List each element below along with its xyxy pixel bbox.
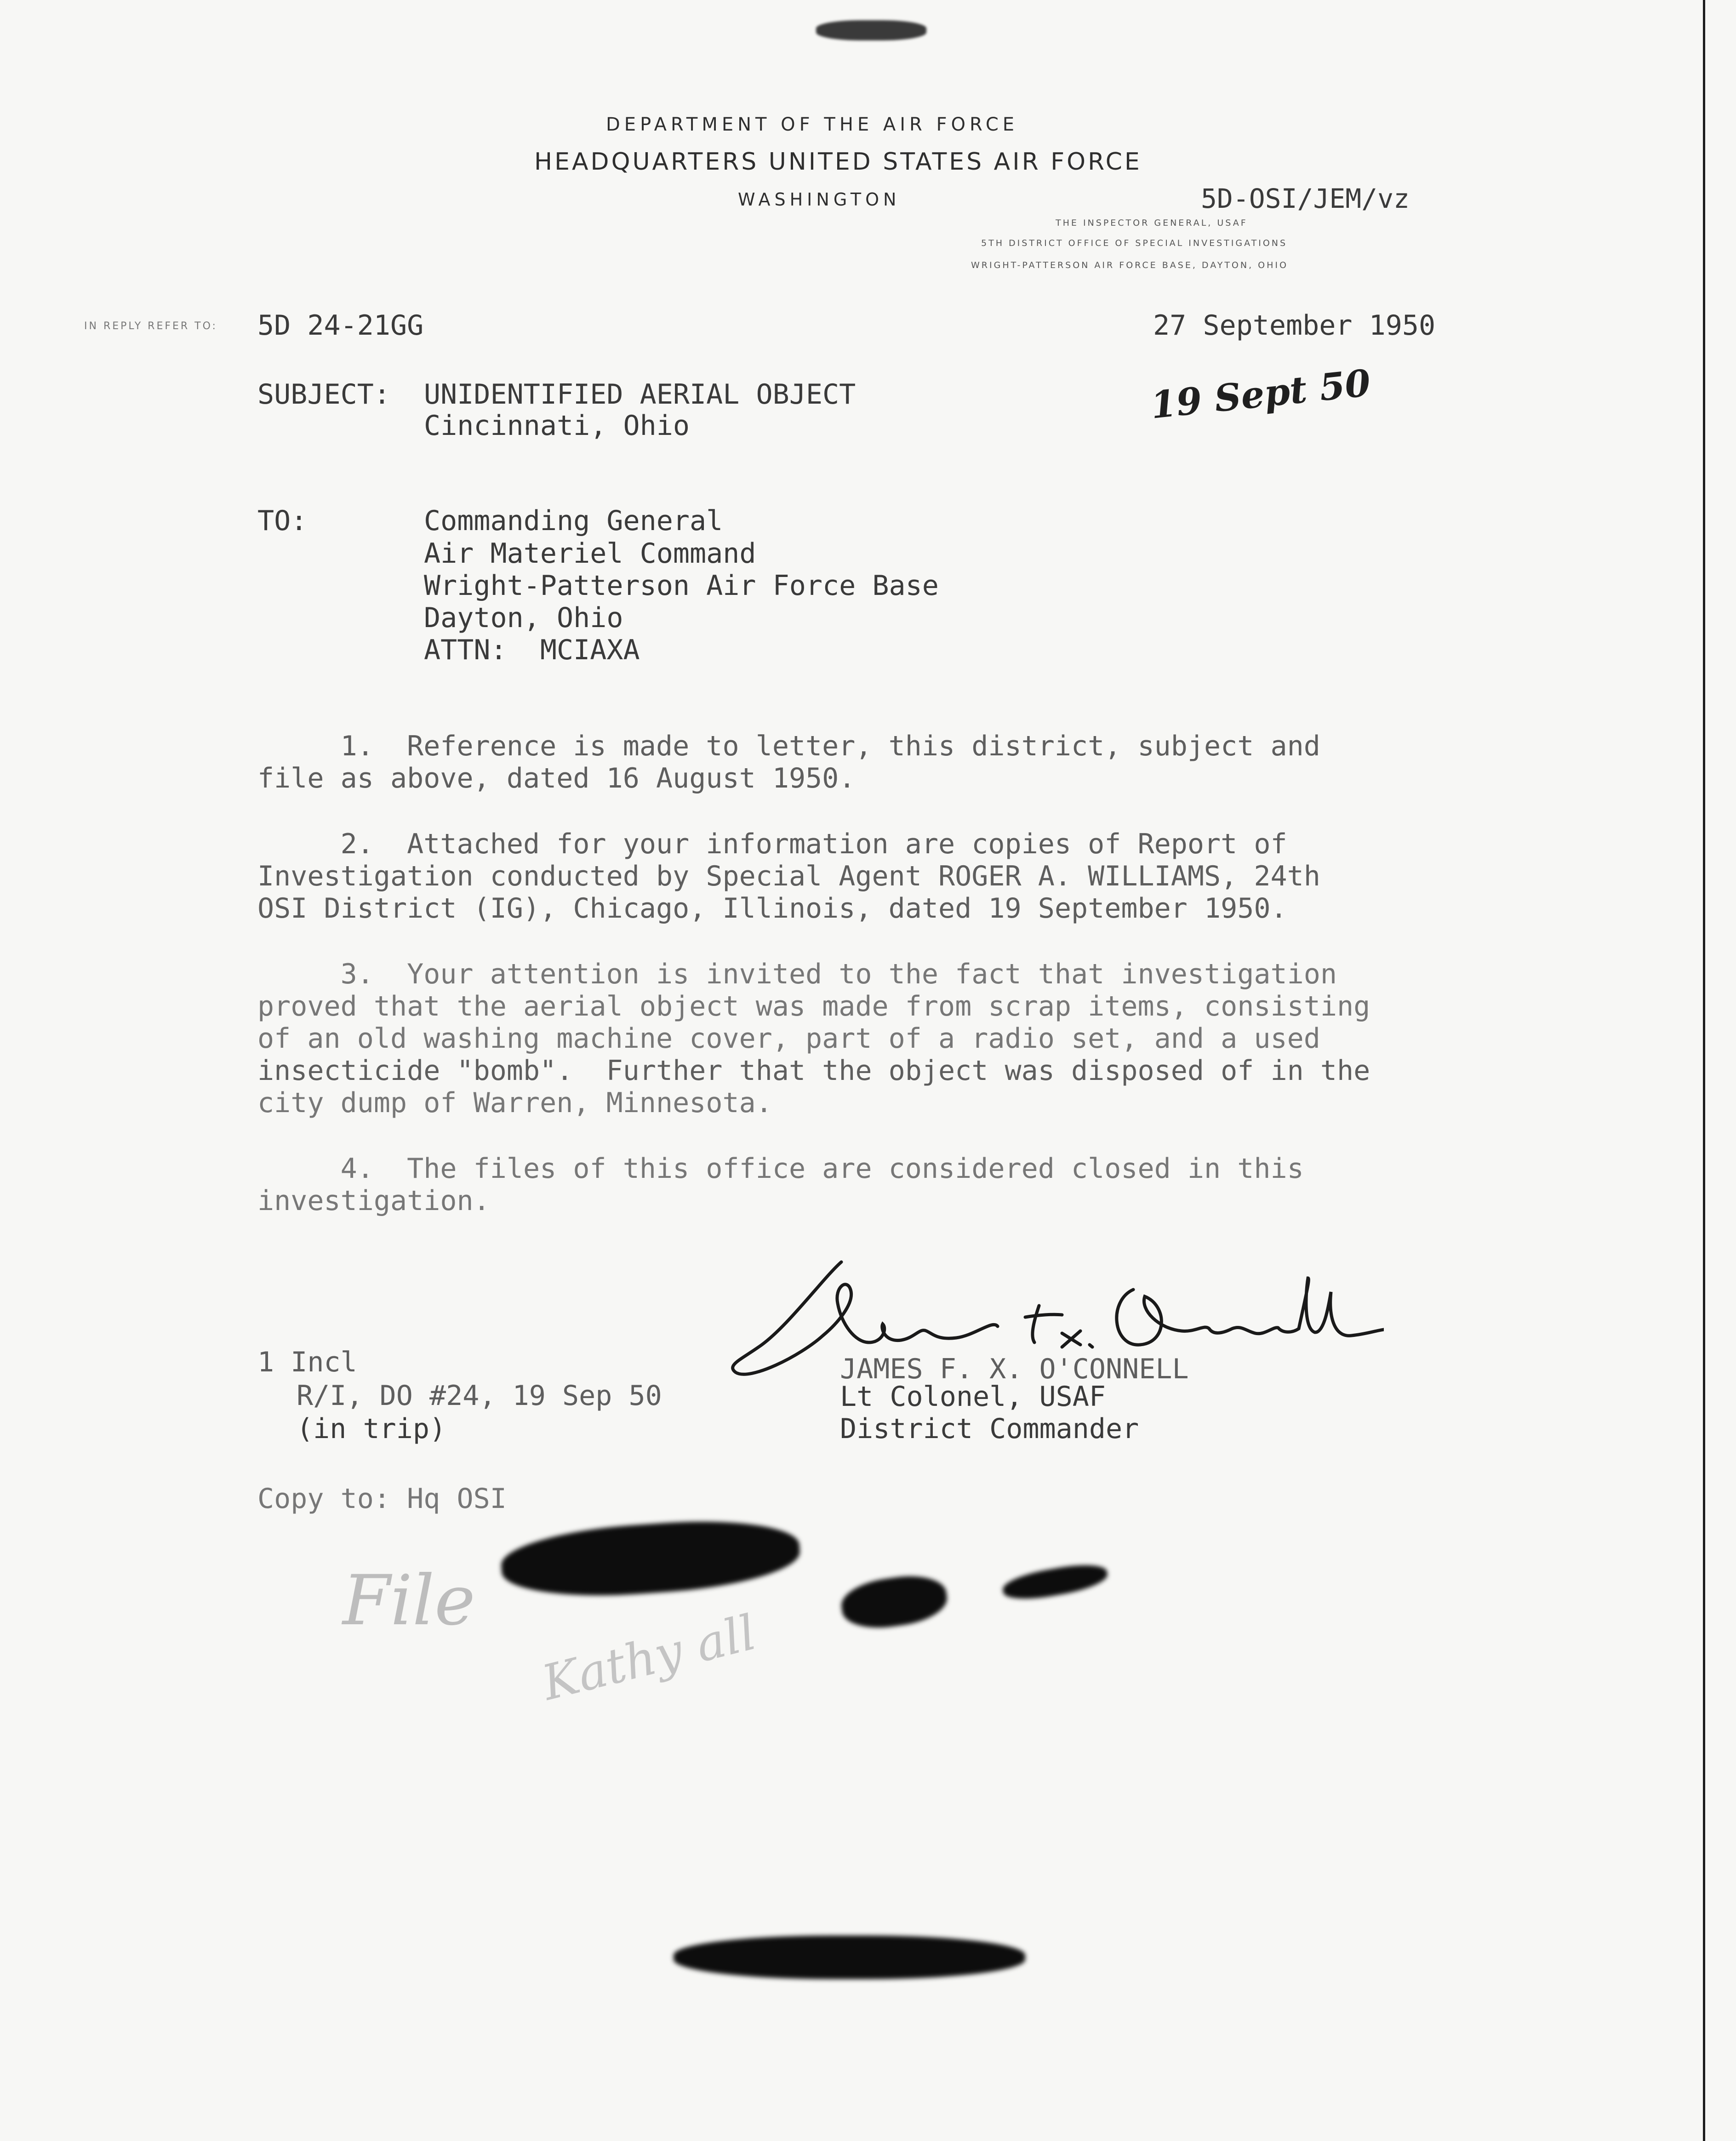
file-code: 5D-OSI/JEM/vz: [1201, 183, 1410, 214]
paragraph-2-line: Investigation conducted by Special Agent ROGER A. WILLIAMS, 24th: [257, 860, 1320, 892]
paragraph-2-line: OSI District (IG), Chicago, Illinois, dated 19 September 1950.: [257, 892, 1287, 925]
paragraph-3-line: 3. Your attention is invited to the fact that investigation: [257, 958, 1337, 990]
paragraph-3-line: of an old washing machine cover, part of a radio set, and a used: [257, 1022, 1320, 1055]
signer-name: JAMES F. X. O'CONNELL: [840, 1353, 1189, 1385]
scan-smudge: [816, 20, 926, 40]
paragraph-2-line: 2. Attached for your information are copies of Report of: [257, 828, 1287, 860]
office-line-3: WRIGHT-PATTERSON AIR FORCE BASE, DAYTON, OHIO: [971, 260, 1288, 270]
paragraph-3-line: proved that the aerial object was made from scrap items, consisting: [257, 990, 1371, 1022]
letter-date: 27 September 1950: [1153, 309, 1436, 342]
redaction-mark: [839, 1571, 950, 1633]
enclosure-line-1: 1 Incl: [257, 1346, 357, 1378]
paragraph-4-line: 4. The files of this office are considered closed in this: [257, 1153, 1304, 1185]
enclosure-line-3: (in trip): [297, 1413, 446, 1445]
reply-label: IN REPLY REFER TO:: [84, 320, 217, 332]
letterhead-headquarters: HEADQUARTERS UNITED STATES AIR FORCE: [534, 148, 1142, 176]
paragraph-3-line: city dump of Warren, Minnesota.: [257, 1087, 772, 1119]
enclosure-line-2: R/I, DO #24, 19 Sep 50: [297, 1380, 662, 1412]
to-line: Dayton, Ohio: [424, 602, 623, 634]
office-line-2: 5TH DISTRICT OFFICE OF SPECIAL INVESTIGATIONS: [981, 238, 1288, 248]
paragraph-1-line: file as above, dated 16 August 1950.: [257, 762, 856, 794]
reply-code: 5D 24-21GG: [257, 309, 424, 342]
handwritten-note: Kathy all: [537, 1604, 762, 1712]
redaction-mark: [674, 1935, 1025, 1979]
subject-label: SUBJECT:: [257, 378, 390, 411]
signer-title: District Commander: [840, 1413, 1139, 1445]
redaction-mark: [499, 1514, 802, 1604]
letterhead-city: WASHINGTON: [738, 189, 901, 210]
subject-line-1: UNIDENTIFIED AERIAL OBJECT: [424, 378, 856, 411]
to-line: ATTN: MCIAXA: [424, 634, 640, 666]
letterhead-department: DEPARTMENT OF THE AIR FORCE: [606, 114, 1019, 135]
to-line: Air Materiel Command: [424, 537, 756, 570]
handwritten-date: 19 Sept 50: [1148, 361, 1373, 427]
copy-to: Copy to: Hq OSI: [257, 1483, 507, 1515]
handwritten-note: File: [343, 1561, 475, 1641]
paragraph-1-line: 1. Reference is made to letter, this district, subject and: [257, 730, 1320, 762]
office-line-1: THE INSPECTOR GENERAL, USAF: [1056, 218, 1248, 228]
redaction-mark: [1001, 1559, 1110, 1604]
to-label: TO:: [257, 505, 308, 537]
paragraph-3-line: insecticide "bomb". Further that the object was disposed of in the: [257, 1055, 1371, 1087]
signer-rank: Lt Colonel, USAF: [840, 1381, 1106, 1413]
scan-edge: [1703, 0, 1705, 2141]
paragraph-4-line: investigation.: [257, 1185, 490, 1217]
subject-line-2: Cincinnati, Ohio: [424, 410, 690, 442]
to-line: Commanding General: [424, 505, 723, 537]
to-line: Wright-Patterson Air Force Base: [424, 570, 939, 602]
